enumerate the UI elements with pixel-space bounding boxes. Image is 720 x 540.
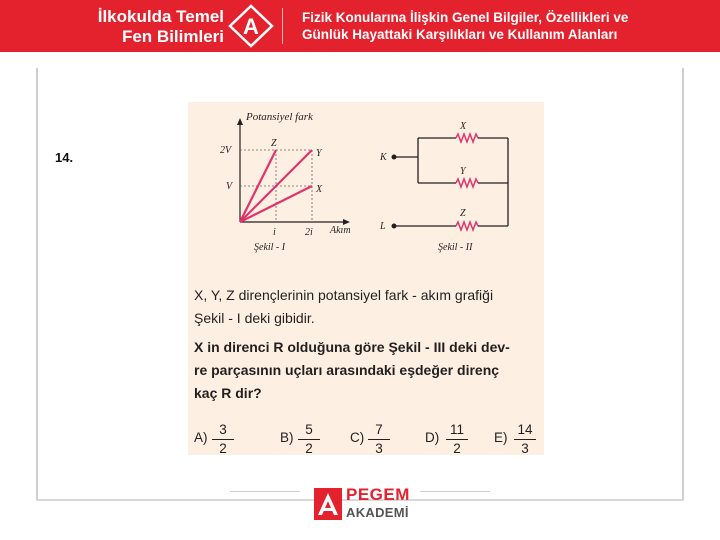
question-prompt-line-2: re parçasının uçları arasındaki eşdeğer direnç: [194, 362, 500, 378]
figure-1-caption: Şekil - I: [254, 242, 286, 253]
header-divider: [282, 8, 283, 44]
option-c-label: C): [350, 430, 365, 445]
header-subtitle-line-2: Günlük Hayattaki Karşılıkları ve Kullanım Alanları: [302, 27, 618, 42]
resistor-y: [456, 179, 478, 187]
figure-1-xlabel: Akım: [330, 225, 351, 236]
resistor-z-label: Z: [460, 208, 466, 219]
footer-line-left: [230, 491, 300, 492]
circuit-terminal-l: L: [380, 221, 386, 232]
option-b-fraction: 5 2: [298, 422, 320, 457]
option-a-fraction: 3 2: [212, 422, 234, 457]
brand-line-2: Fen Bilimleri: [121, 27, 224, 46]
question-text: [194, 284, 544, 405]
option-e-label: E): [494, 430, 508, 445]
question-text-line-2: Şekil - I deki gibidir.: [194, 310, 315, 326]
brand-logo-icon: [226, 3, 276, 49]
question-text-line-1: X, Y, Z dirençlerinin potansiyel fark - akım grafiği: [194, 287, 494, 303]
question-number: 14.: [55, 150, 74, 165]
figure-1-label-x: X: [316, 184, 323, 195]
brand-line-1: İlkokulda Temel: [97, 7, 224, 26]
footer-line-right: [420, 491, 490, 492]
brand-title: [96, 7, 224, 47]
question-figures: [188, 102, 544, 282]
figure-1-ytick-v: V: [226, 181, 233, 192]
figure-1-ylabel: Potansiyel fark: [246, 111, 313, 123]
option-c-fraction: 7 3: [368, 422, 390, 457]
header-bar: [0, 0, 720, 52]
resistor-x-label: X: [460, 121, 467, 132]
brand-logo-letter: A: [243, 14, 259, 39]
figure-2-circuit: [379, 121, 508, 253]
figure-1-graph: [220, 111, 351, 253]
header-subtitle: [302, 9, 712, 43]
resistor-y-label: Y: [460, 166, 466, 177]
pegem-logo-text: PEGEM: [346, 485, 410, 504]
option-a-label: A): [194, 430, 208, 445]
option-b-label: B): [280, 430, 294, 445]
question-prompt-line-3: kaç R dir?: [194, 385, 262, 401]
question-prompt: [194, 336, 544, 405]
option-d-label: D): [425, 430, 440, 445]
question-prompt-line-1: X in direnci R olduğuna göre Şekil - III deki dev-: [194, 339, 510, 355]
figure-1-label-z: Z: [271, 138, 277, 149]
resistor-z: [456, 222, 478, 230]
frame-left-border: [36, 68, 38, 500]
figure-1-xtick-i: i: [273, 227, 276, 238]
figure-1-y-arrow: [237, 118, 243, 125]
frame-right-border: [682, 68, 684, 500]
option-e-fraction: 14 3: [514, 422, 536, 457]
figure-1-xtick-2i: 2i: [305, 227, 313, 238]
option-d-fraction: 11 2: [446, 422, 468, 457]
akademi-logo-text: AKADEMİ: [346, 505, 409, 520]
circuit-terminal-k: K: [380, 152, 387, 163]
figure-2-caption: Şekil - II: [438, 242, 473, 253]
resistor-x: [456, 134, 478, 142]
figure-1-label-y: Y: [316, 148, 322, 159]
answer-options: [194, 422, 544, 456]
figure-1-ytick-2v: 2V: [220, 145, 232, 156]
header-subtitle-line-1: Fizik Konularına İlişkin Genel Bilgiler, Özellikleri ve: [302, 10, 629, 25]
